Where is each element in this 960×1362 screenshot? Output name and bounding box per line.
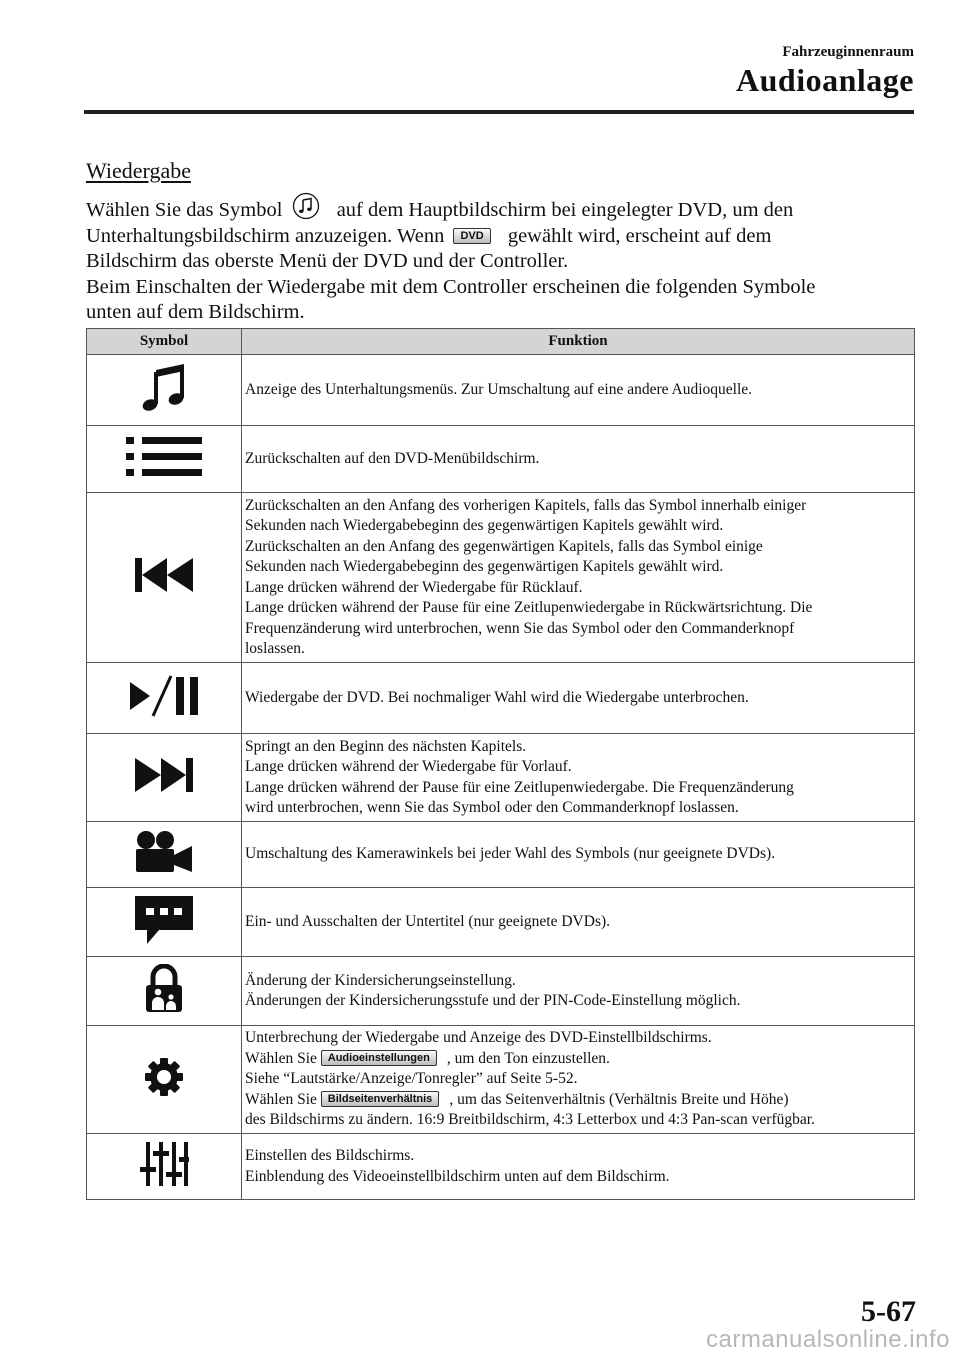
symbol-cell: [87, 663, 242, 734]
function-text: Lange drücken während der Pause für eine Zeitlupenwiedergabe. Die Frequenzänderung: [245, 778, 794, 796]
function-text: Änderung der Kindersicherungseinstellung.: [245, 971, 516, 989]
table-row: [87, 355, 915, 426]
menu-list-icon: [124, 433, 204, 481]
symbol-cell: [87, 426, 242, 493]
intro-text-5: unten auf dem Bildschirm.: [86, 301, 305, 323]
aspect-ratio-button-chip: Bildseitenverhältnis: [321, 1091, 440, 1107]
function-cell: [242, 822, 915, 888]
function-text: loslassen.: [245, 640, 305, 657]
section-title: Wiedergabe: [86, 158, 191, 183]
function-text: Änderungen der Kindersicherungsstufe und der PIN-Code-Einstellung möglich.: [245, 992, 741, 1009]
symbol-cell: [87, 957, 242, 1026]
dvd-button-chip: DVD: [453, 228, 490, 244]
header-chapter-title: Audioanlage: [736, 62, 914, 98]
table-row: [87, 888, 915, 957]
table-row: [87, 426, 915, 493]
music-note-icon: [292, 192, 320, 220]
function-text: Sekunden nach Wiedergabebeginn des gegenwärtigen Kapitels gewählt wird.: [245, 517, 724, 534]
intro-text-1a: Wählen Sie das Symbol: [86, 199, 283, 221]
intro-text-3: Bildschirm das oberste Menü der DVD und der Controller.: [86, 250, 569, 272]
function-text: Lange drücken während der Wiedergabe für Rücklauf.: [245, 578, 583, 596]
function-cell: [242, 663, 915, 734]
function-text: Unterbrechung der Wiedergabe und Anzeige des DVD-Einstellbildschirms.: [245, 1029, 712, 1047]
function-text: Zurückschalten auf den DVD-Menübildschirm.: [245, 449, 540, 467]
skip-previous-icon: [133, 555, 195, 595]
function-text: Anzeige des Unterhaltungsmenüs. Zur Umschaltung auf eine andere Audioquelle.: [245, 380, 753, 398]
table-row: [87, 957, 915, 1026]
function-text: Sekunden nach Wiedergabebeginn des gegenwärtigen Kapitels gewählt wird.: [245, 558, 724, 575]
intro-text-2b: gewählt wird, erscheint auf dem: [507, 224, 772, 247]
function-text: Wählen Sie: [245, 1090, 317, 1108]
symbol-cell: [87, 822, 242, 888]
function-cell: [242, 493, 915, 663]
table-row: [87, 663, 915, 734]
symbol-function-table: [86, 328, 915, 1200]
function-cell: [242, 426, 915, 493]
intro-text-2a: Unterhaltungsbildschirm anzuzeigen. Wenn: [86, 224, 445, 247]
symbol-cell: [87, 888, 242, 957]
function-cell: [242, 888, 915, 957]
parental-lock-icon: [143, 964, 185, 1014]
play-pause-icon: [126, 673, 202, 719]
symbol-cell: [87, 734, 242, 822]
function-text: Lange drücken während der Pause für eine Zeitlupenwiedergabe in Rückwärtsrichtung. Die: [245, 599, 813, 616]
function-text: Springt an den Beginn des nächsten Kapitels.: [245, 737, 527, 755]
function-column-header: Funktion: [242, 329, 915, 355]
function-cell: [242, 957, 915, 1026]
function-text: des Bildschirms zu ändern. 16:9 Breitbildschirm, 4:3 Letterbox und 4:3 Pan-scan verfügbar.: [245, 1111, 815, 1129]
function-text: Zurückschalten an den Anfang des gegenwärtigen Kapitels, falls das Symbol einige: [245, 537, 763, 555]
function-text: Einstellen des Bildschirms.: [245, 1147, 415, 1164]
table-row: [87, 822, 915, 888]
function-text: wird unterbrochen, wenn Sie das Symbol oder den Commanderknopf loslassen.: [245, 799, 739, 816]
function-text: , um das Seitenverhältnis (Verhältnis Breite und Höhe): [449, 1090, 789, 1108]
equalizer-icon: [139, 1139, 189, 1189]
audio-settings-button-chip: Audioeinstellungen: [321, 1050, 437, 1066]
function-text-line: [245, 1090, 906, 1111]
symbol-cell: [87, 1134, 242, 1200]
table-row: [87, 493, 915, 663]
skip-next-icon: [133, 755, 195, 795]
intro-paragraph: [86, 192, 916, 326]
function-text-line: [245, 1049, 906, 1070]
function-cell: [242, 734, 915, 822]
settings-gear-icon: [144, 1057, 184, 1097]
function-cell: [242, 355, 915, 426]
table-header-row: [87, 329, 915, 355]
function-cell: [242, 1134, 915, 1200]
function-text: Wählen Sie: [245, 1049, 317, 1067]
function-text: Umschaltung des Kamerawinkels bei jeder Wahl des Symbols (nur geeignete DVDs).: [245, 845, 776, 863]
function-text: Einblendung des Videoeinstellbildschirm unten auf dem Bildschirm.: [245, 1167, 670, 1185]
function-text: , um den Ton einzustellen.: [446, 1049, 610, 1067]
table-row: [87, 1134, 915, 1200]
table-row: [87, 1026, 915, 1134]
function-text: Frequenzänderung wird unterbrochen, wenn Sie das Symbol oder den Commanderknopf: [245, 619, 795, 637]
header-divider: [84, 110, 914, 114]
symbol-column-header: Symbol: [87, 329, 242, 355]
function-text: Zurückschalten an den Anfang des vorherigen Kapitels, falls das Symbol innerhalb einiger: [245, 496, 807, 514]
watermark: carmanualsonline.info: [706, 1326, 950, 1353]
function-cell: [242, 1026, 915, 1134]
function-text: Ein- und Ausschalten der Untertitel (nur geeignete DVDs).: [245, 912, 611, 930]
function-text: Siehe “Lautstärke/Anzeige/Tonregler” auf Seite 5-52.: [245, 1070, 578, 1088]
symbol-cell: [87, 493, 242, 663]
function-text: Wiedergabe der DVD. Bei nochmaliger Wahl wird die Wiedergabe unterbrochen.: [245, 688, 749, 706]
camera-angle-icon: [132, 829, 196, 875]
header-section-label: Fahrzeuginnenraum: [782, 44, 914, 60]
music-note-icon: [134, 360, 194, 416]
symbol-cell: [87, 1026, 242, 1134]
intro-text-1b: auf dem Hauptbildschirm bei eingelegter DVD, um den: [336, 199, 794, 221]
subtitle-icon: [133, 894, 195, 946]
page-number: 5-67: [861, 1295, 916, 1328]
symbol-cell: [87, 355, 242, 426]
intro-text-4: Beim Einschalten der Wiedergabe mit dem Controller erscheinen die folgenden Symbole: [86, 275, 816, 298]
function-text: Lange drücken während der Wiedergabe für Vorlauf.: [245, 758, 572, 775]
table-row: [87, 734, 915, 822]
